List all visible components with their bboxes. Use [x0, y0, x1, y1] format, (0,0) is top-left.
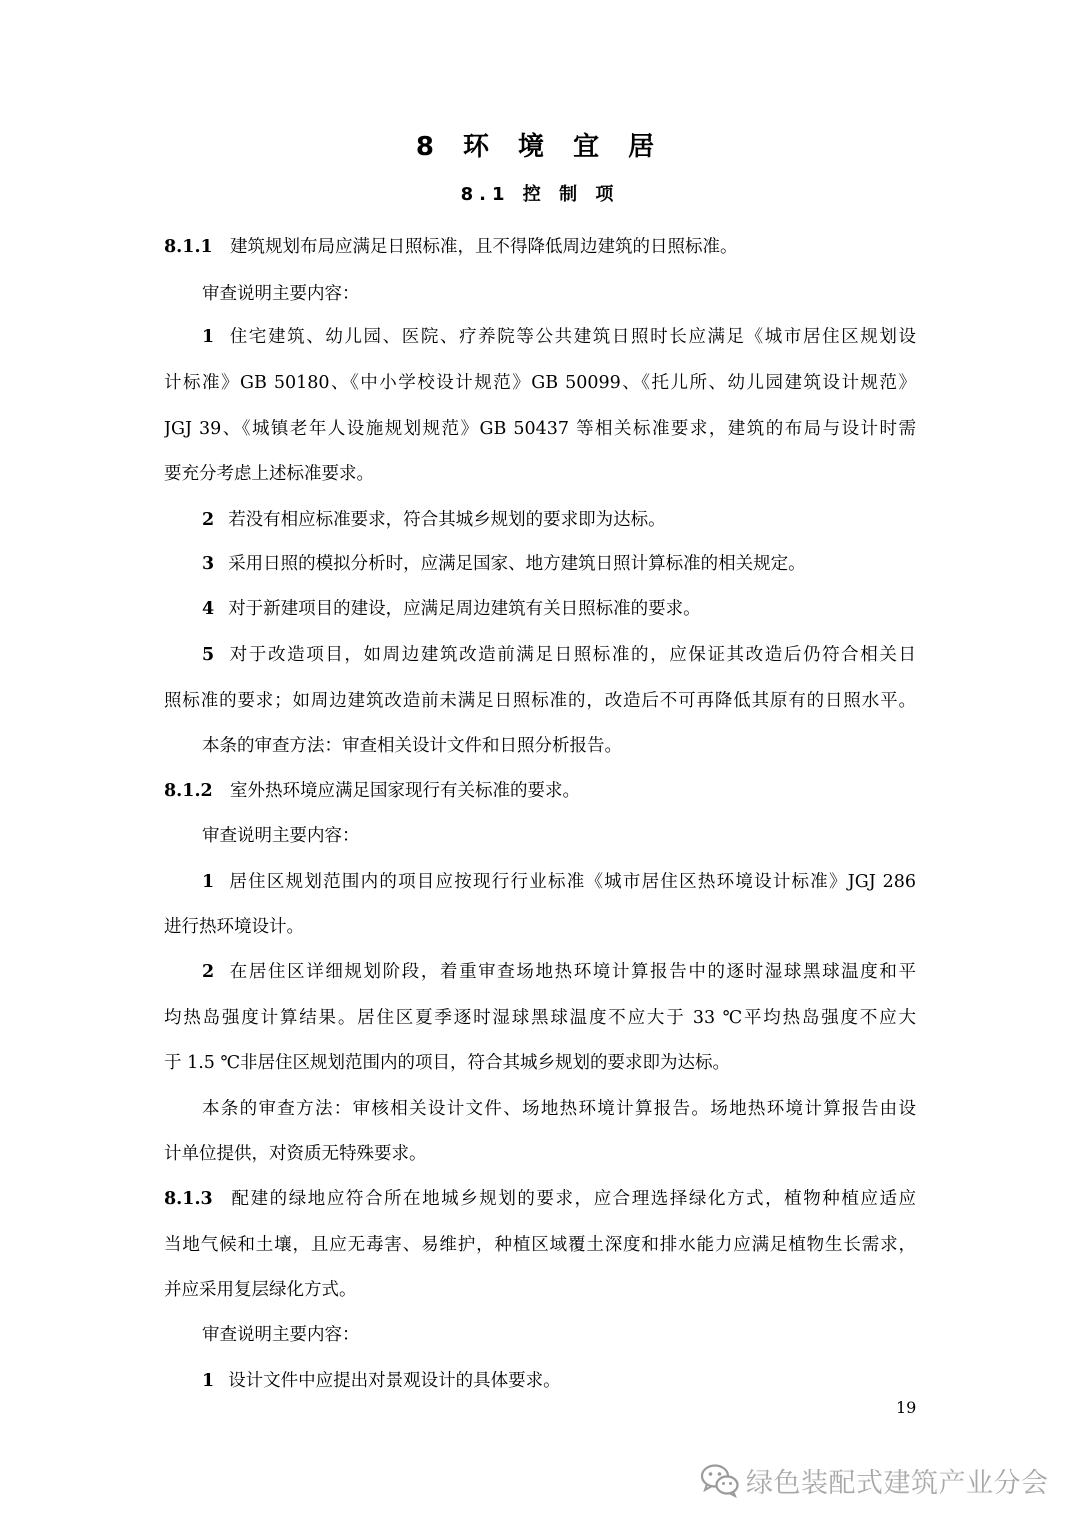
item-text: 若没有相应标准要求，符合其城乡规划的要求即为达标。: [228, 510, 666, 530]
clause-number: 8.1.1: [164, 237, 213, 257]
list-item: [202, 505, 916, 535]
list-item: [202, 640, 916, 670]
clause-number: 8.1.2: [164, 781, 213, 801]
item-text: 设计文件中应提出对景观设计的具体要求。: [228, 1371, 561, 1391]
clause-text: 建筑规划布局应满足日照标准，且不得降低周边建筑的日照标准。: [230, 237, 738, 257]
list-item: [202, 594, 916, 624]
item-number: 1: [202, 872, 215, 892]
list-item: [202, 957, 916, 987]
item-continuation: 要充分考虑上述标准要求。: [164, 464, 374, 484]
review-method: 本条的审查方法：审核相关设计文件、场地热环境计算报告。场地热环境计算报告由设: [202, 1099, 916, 1119]
clause-8-1-1: [164, 232, 916, 262]
item-continuation: 均热岛强度计算结果。居住区夏季逐时湿球黑球温度不应大于 33 ℃平均热岛强度不应大: [164, 1008, 916, 1028]
item-number: 4: [202, 599, 215, 619]
item-number: 2: [202, 510, 215, 530]
list-item: [202, 549, 916, 579]
item-continuation: JGJ 39、《城镇老年人设施规划规范》GB 50437 等相关标准要求，建筑的布局与设计时需: [164, 419, 916, 439]
list-item: [202, 867, 916, 897]
review-heading: 审查说明主要内容：: [202, 826, 360, 846]
item-text: 对于改造项目，如周边建筑改造前满足日照标准的，应保证其改造后仍符合相关日: [228, 645, 916, 665]
watermark-text: 绿色装配式建筑产业分会: [746, 1467, 1049, 1499]
item-text: 居住区规划范围内的项目应按现行行业标准《城市居住区热环境设计标准》JGJ 286: [228, 872, 916, 892]
clause-continuation: 并应采用复层绿化方式。: [164, 1280, 357, 1300]
item-text: 在居住区详细规划阶段，着重审查场地热环境计算报告中的逐时湿球黑球温度和平: [228, 962, 916, 982]
list-item: [202, 322, 916, 352]
item-continuation: 于 1.5 ℃非居住区规划范围内的项目，符合其城乡规划的要求即为达标。: [164, 1053, 731, 1073]
clause-text: 配建的绿地应符合所在地城乡规划的要求，应合理选择绿化方式，植物种植应适应: [230, 1189, 916, 1209]
watermark: [700, 1460, 1049, 1500]
review-heading: 审查说明主要内容：: [202, 284, 360, 304]
clause-number: 8.1.3: [164, 1189, 213, 1209]
review-method: 本条的审查方法：审查相关设计文件和日照分析报告。: [202, 736, 622, 756]
section-title: 8.1 控 制 项: [460, 184, 620, 205]
review-method-continuation: 计单位提供，对资质无特殊要求。: [164, 1144, 427, 1164]
item-number: 3: [202, 554, 215, 574]
wechat-icon: [700, 1462, 740, 1498]
item-number: 2: [202, 962, 215, 982]
item-continuation: 计标准》GB 50180、《中小学校设计规范》GB 50099、《托儿所、幼儿园建筑设计规范》: [164, 373, 916, 393]
item-continuation: 照标准的要求；如周边建筑改造前未满足日照标准的，改造后不可再降低其原有的日照水平。: [164, 691, 916, 711]
item-number: 1: [202, 327, 215, 347]
item-text: 住宅建筑、幼儿园、医院、疗养院等公共建筑日照时长应满足《城市居住区规划设: [228, 327, 916, 347]
page-number: 19: [896, 1398, 917, 1417]
item-number: 1: [202, 1371, 215, 1391]
clause-text: 室外热环境应满足国家现行有关标准的要求。: [230, 781, 580, 801]
item-text: 对于新建项目的建设，应满足周边建筑有关日照标准的要求。: [228, 599, 701, 619]
item-number: 5: [202, 645, 215, 665]
item-text: 采用日照的模拟分析时，应满足国家、地方建筑日照计算标准的相关规定。: [228, 554, 806, 574]
clause-8-1-2: [164, 776, 916, 806]
clause-continuation: 当地气候和土壤，且应无毒害、易维护，种植区域覆土深度和排水能力应满足植物生长需求，: [164, 1235, 916, 1255]
item-continuation: 进行热环境设计。: [164, 917, 304, 937]
list-item: [202, 1366, 916, 1396]
clause-8-1-3: [164, 1184, 916, 1214]
chapter-title: 8 环 境 宜 居: [415, 132, 665, 162]
review-heading: 审查说明主要内容：: [202, 1325, 360, 1345]
